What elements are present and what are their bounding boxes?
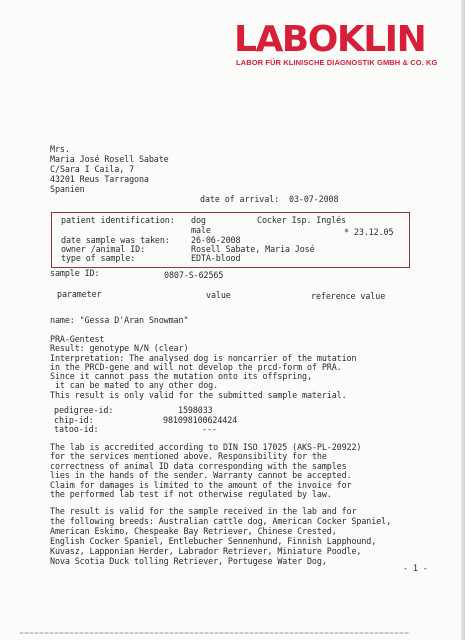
chip-value: 981098100624424 <box>163 415 238 425</box>
recipient-city: 43201 Reus Tarragona <box>50 174 149 184</box>
salutation: Mrs. <box>50 144 70 154</box>
accreditation-line: Claim for damages is limited to the amount of the invoice for <box>50 480 352 490</box>
patient-identification-label: patient identification: <box>61 215 175 225</box>
owner-value: Rosell Sabate, Maria José <box>191 244 315 254</box>
patient-species: dog <box>191 215 206 225</box>
chip-label: chip-id: <box>54 415 94 425</box>
sample-type-label: type of sample: <box>61 253 136 263</box>
test-result-line: Since it cannot pass the mutation onto its offspring, <box>50 371 312 381</box>
test-title: PRA-Gentest <box>50 334 105 344</box>
validity-line: the following breeds: Australian cattle dog, American Cocker Spaniel, <box>50 516 392 526</box>
validity-line: English Cocker Spaniel, Entlebucher Sennenhund, Finnish Lapphound, <box>50 536 377 546</box>
date-taken: 26-06-2008 <box>191 235 241 245</box>
accreditation-line: correctness of animal ID data corresponding with the samples <box>50 461 347 471</box>
scan-edge <box>461 0 465 640</box>
test-result-line: it can be mated to any other dog. <box>50 380 219 390</box>
sample-type: EDTA-blood <box>191 253 241 263</box>
accreditation-line: for the services mentioned above. Responsibility for the <box>50 451 327 461</box>
column-parameter: parameter <box>57 289 102 299</box>
arrival-date: 03-07-2008 <box>289 194 339 204</box>
column-value: value <box>206 290 231 300</box>
test-result-line: Result: genotype N/N (clear) <box>50 343 189 353</box>
logo-subtitle: LABOR FÜR KLINISCHE DIAGNOSTIK GMBH & CO. KG <box>236 58 438 67</box>
column-reference: reference value <box>311 291 386 301</box>
page-number: - 1 - <box>403 563 428 573</box>
pedigree-value: 1598033 <box>178 405 213 415</box>
recipient-country: Spanien <box>50 184 85 194</box>
arrival-label: date of arrival: <box>200 194 280 204</box>
pedigree-label: pedigree-id: <box>54 405 114 415</box>
laboklin-logo: LABOKLIN <box>234 19 426 60</box>
footer-line <box>20 632 410 634</box>
validity-line: American Eskimo, Chespeake Bay Retriever, Chinese Crested, <box>50 526 337 536</box>
accreditation-line: lies in the hands of the sender. Warranty cannot be accepted. <box>50 470 352 480</box>
owner-label: owner /animal ID: <box>61 244 146 254</box>
patient-breed: Cocker Isp. Inglés <box>257 215 346 225</box>
patient-sex: male <box>191 225 211 235</box>
validity-line: The result is valid for the sample received in the lab and for <box>50 506 357 516</box>
validity-line: Nova Scotia Duck tolling Retriever, Portugese Water Dog, <box>50 556 327 566</box>
accreditation-line: the performed lab test if not otherwise regulated by law. <box>50 489 332 499</box>
test-result-line: in the PRCD-gene and will not develop the prcd-form of PRA. <box>50 362 342 372</box>
patient-birth: * 23.12.05 <box>344 227 394 237</box>
recipient-name: Maria José Rosell Sabate <box>50 154 169 164</box>
test-result-line: Interpretation: The analysed dog is noncarrier of the mutation <box>50 353 357 363</box>
sample-id-value: 0807-S-62565 <box>164 270 224 280</box>
dog-name: name: "Gessa D'Aran Snowman" <box>50 315 189 325</box>
tatoo-label: tatoo-id: <box>54 424 99 434</box>
date-taken-label: date sample was taken: <box>61 235 170 245</box>
tatoo-value: --- <box>202 424 217 434</box>
test-result-line: This result is only valid for the submitted sample material. <box>50 390 347 400</box>
validity-line: Kuvasz, Lapponian Herder, Labrador Retriever, Miniature Poodle, <box>50 546 362 556</box>
sample-id-label: sample ID: <box>50 268 100 278</box>
accreditation-line: The lab is accredited according to DIN ISO 17025 (AKS-PL-20922) <box>50 442 362 452</box>
recipient-street: C/Sara I Caila, 7 <box>50 164 135 174</box>
